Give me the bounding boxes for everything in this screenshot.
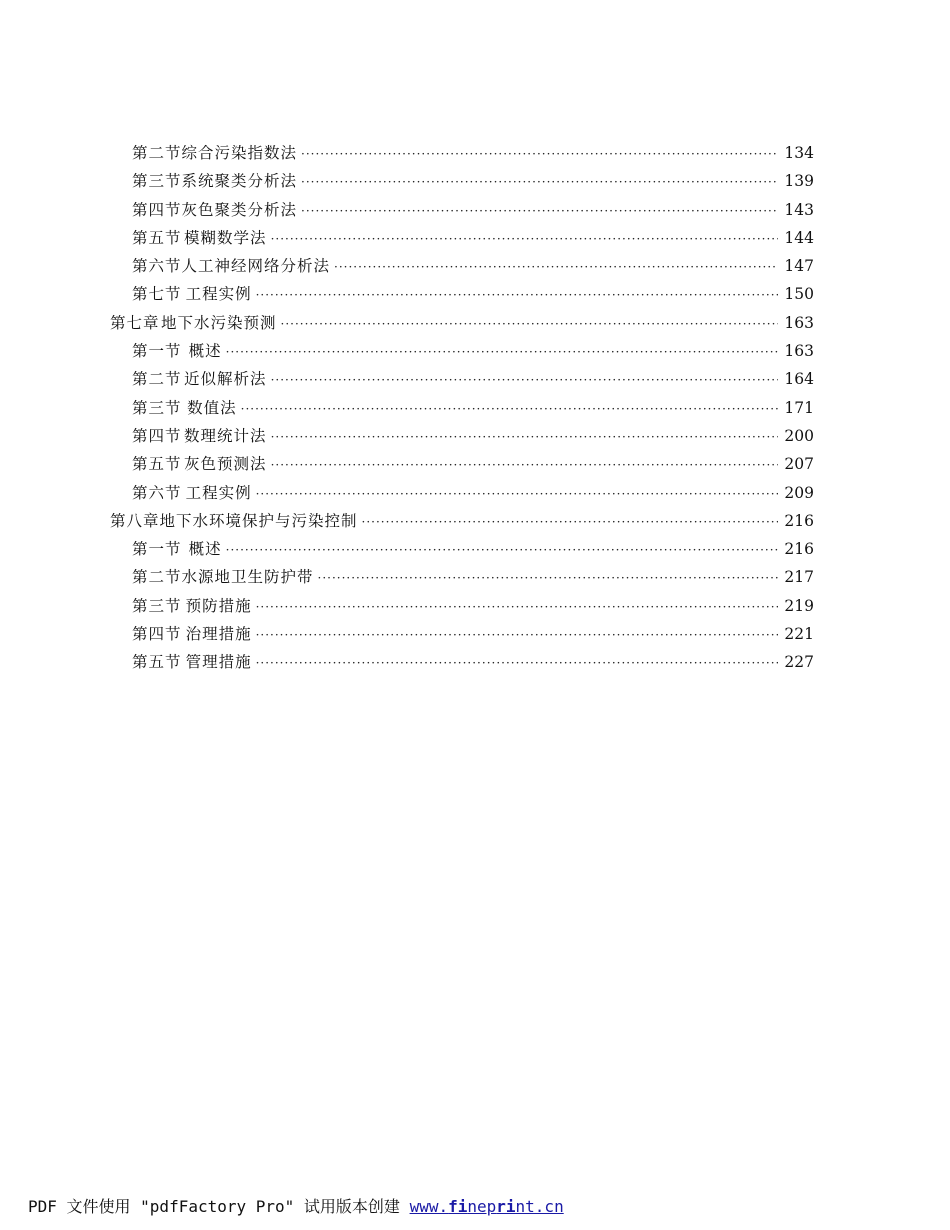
toc-dot-leader (318, 571, 778, 585)
toc-dot-leader (301, 175, 778, 189)
toc-entry-page: 221 (784, 625, 814, 644)
toc-entry-number: 第三节 (132, 596, 182, 615)
toc-dot-leader (301, 147, 778, 161)
footer-link-part: nep (467, 1197, 497, 1216)
toc-entry-title: 系统聚类分析法 (181, 172, 298, 191)
toc-entry-number: 第三节 (132, 398, 182, 417)
footer-link[interactable] (410, 1197, 564, 1216)
toc-section-entry (110, 226, 814, 254)
toc-entry-title: 概述 (188, 342, 222, 361)
toc-entry-title: 灰色聚类分析法 (181, 200, 298, 219)
toc-section-entry (110, 481, 814, 509)
toc-section-entry (110, 141, 814, 169)
toc-entry-title: 近似解析法 (184, 370, 267, 389)
toc-dot-leader (226, 345, 778, 359)
toc-section-entry (110, 169, 814, 197)
toc-section-entry (110, 198, 814, 226)
toc-entry-number: 第八章 (110, 511, 160, 530)
toc-entry-number: 第七节 (132, 285, 182, 304)
toc-entry-title: 灰色预测法 (184, 455, 267, 474)
toc-entry-number: 第二节 (132, 568, 182, 587)
toc-entry-title: 地下水污染预测 (161, 313, 277, 332)
footer-link-part: nt.cn (515, 1197, 564, 1216)
toc-entry-number: 第一节 (132, 540, 182, 559)
toc-entry-number: 第六节 (132, 483, 182, 502)
toc-dot-leader (271, 430, 778, 444)
toc-entry-page: 143 (784, 200, 814, 219)
toc-section-entry (110, 339, 814, 367)
toc-entry-page: 216 (784, 540, 814, 559)
toc-section-entry (110, 565, 814, 593)
toc-entry-page: 200 (784, 426, 814, 445)
toc-entry-title: 地下水环境保护与污染控制 (159, 511, 358, 530)
toc-entry-number: 第五节 (132, 653, 182, 672)
toc-entry-number: 第一节 (132, 342, 182, 361)
toc-entry-page: 163 (784, 342, 814, 361)
toc-dot-leader (256, 656, 778, 670)
toc-entry-page: 219 (784, 596, 814, 615)
toc-entry-number: 第三节 (132, 172, 182, 191)
toc-entry-page: 227 (784, 653, 814, 672)
toc-dot-leader (271, 373, 778, 387)
footer-link-part: fi (448, 1197, 468, 1216)
footer-text: PDF 文件使用 "pdfFactory Pro" 试用版本创建 (28, 1197, 410, 1216)
table-of-contents (110, 141, 814, 679)
toc-section-entry (110, 424, 814, 452)
toc-entry-page: 139 (784, 172, 814, 191)
toc-entry-page: 216 (784, 511, 814, 530)
toc-entry-title: 数值法 (187, 398, 237, 417)
toc-entry-page: 147 (784, 257, 814, 276)
toc-entry-number: 第七章 (110, 313, 160, 332)
toc-dot-leader (256, 600, 778, 614)
toc-dot-leader (362, 515, 778, 529)
toc-section-entry (110, 396, 814, 424)
toc-dot-leader (241, 402, 778, 416)
footer-watermark (28, 1194, 564, 1217)
toc-entry-title: 管理措施 (185, 653, 252, 672)
toc-entry-title: 数理统计法 (184, 426, 267, 445)
toc-entry-title: 综合污染指数法 (181, 144, 298, 162)
footer-link-part: ri (496, 1197, 516, 1216)
toc-section-entry (110, 452, 814, 480)
toc-section-entry (110, 594, 814, 622)
toc-entry-page: 207 (784, 455, 814, 474)
footer-link-part: www. (409, 1197, 449, 1216)
toc-entry-number: 第四节 (132, 200, 182, 219)
toc-entry-page: 150 (784, 285, 814, 304)
toc-section-entry (110, 254, 814, 282)
toc-entry-number: 第四节 (132, 625, 182, 644)
toc-dot-leader (301, 204, 778, 218)
toc-entry-page: 171 (784, 398, 814, 417)
toc-entry-number: 第二节 (132, 144, 182, 162)
toc-section-entry (110, 282, 814, 310)
toc-entry-number: 第六节 (132, 257, 182, 276)
toc-section-entry (110, 367, 814, 395)
toc-section-entry (110, 537, 814, 565)
toc-entry-page: 164 (784, 370, 814, 389)
toc-entry-number: 第五节 (132, 455, 182, 474)
toc-dot-leader (256, 288, 778, 302)
toc-entry-title: 人工神经网络分析法 (181, 257, 331, 276)
toc-entry-page: 144 (784, 228, 814, 247)
toc-section-entry (110, 650, 814, 678)
toc-entry-number: 第五节 (132, 228, 182, 247)
toc-entry-title: 预防措施 (185, 596, 252, 615)
toc-entry-title: 工程实例 (185, 285, 252, 304)
toc-entry-title: 模糊数学法 (184, 228, 267, 247)
toc-section-entry (110, 622, 814, 650)
toc-entry-page: 163 (784, 313, 814, 332)
toc-entry-number: 第四节 (132, 426, 182, 445)
toc-dot-leader (226, 543, 778, 557)
toc-entry-title: 概述 (188, 540, 222, 559)
toc-entry-title: 治理措施 (185, 625, 252, 644)
toc-entry-title: 工程实例 (185, 483, 252, 502)
toc-chapter-entry (110, 311, 814, 339)
toc-dot-leader (256, 487, 778, 501)
toc-entry-title: 水源地卫生防护带 (181, 568, 314, 587)
toc-entry-page: 209 (784, 483, 814, 502)
toc-dot-leader (271, 458, 778, 472)
toc-dot-leader (256, 628, 778, 642)
toc-dot-leader (334, 260, 778, 274)
toc-entry-page: 217 (784, 568, 814, 587)
toc-entry-number: 第二节 (132, 370, 182, 389)
toc-entry-page: 134 (784, 144, 814, 162)
toc-chapter-entry (110, 509, 814, 537)
toc-dot-leader (271, 232, 778, 246)
toc-dot-leader (281, 317, 778, 331)
